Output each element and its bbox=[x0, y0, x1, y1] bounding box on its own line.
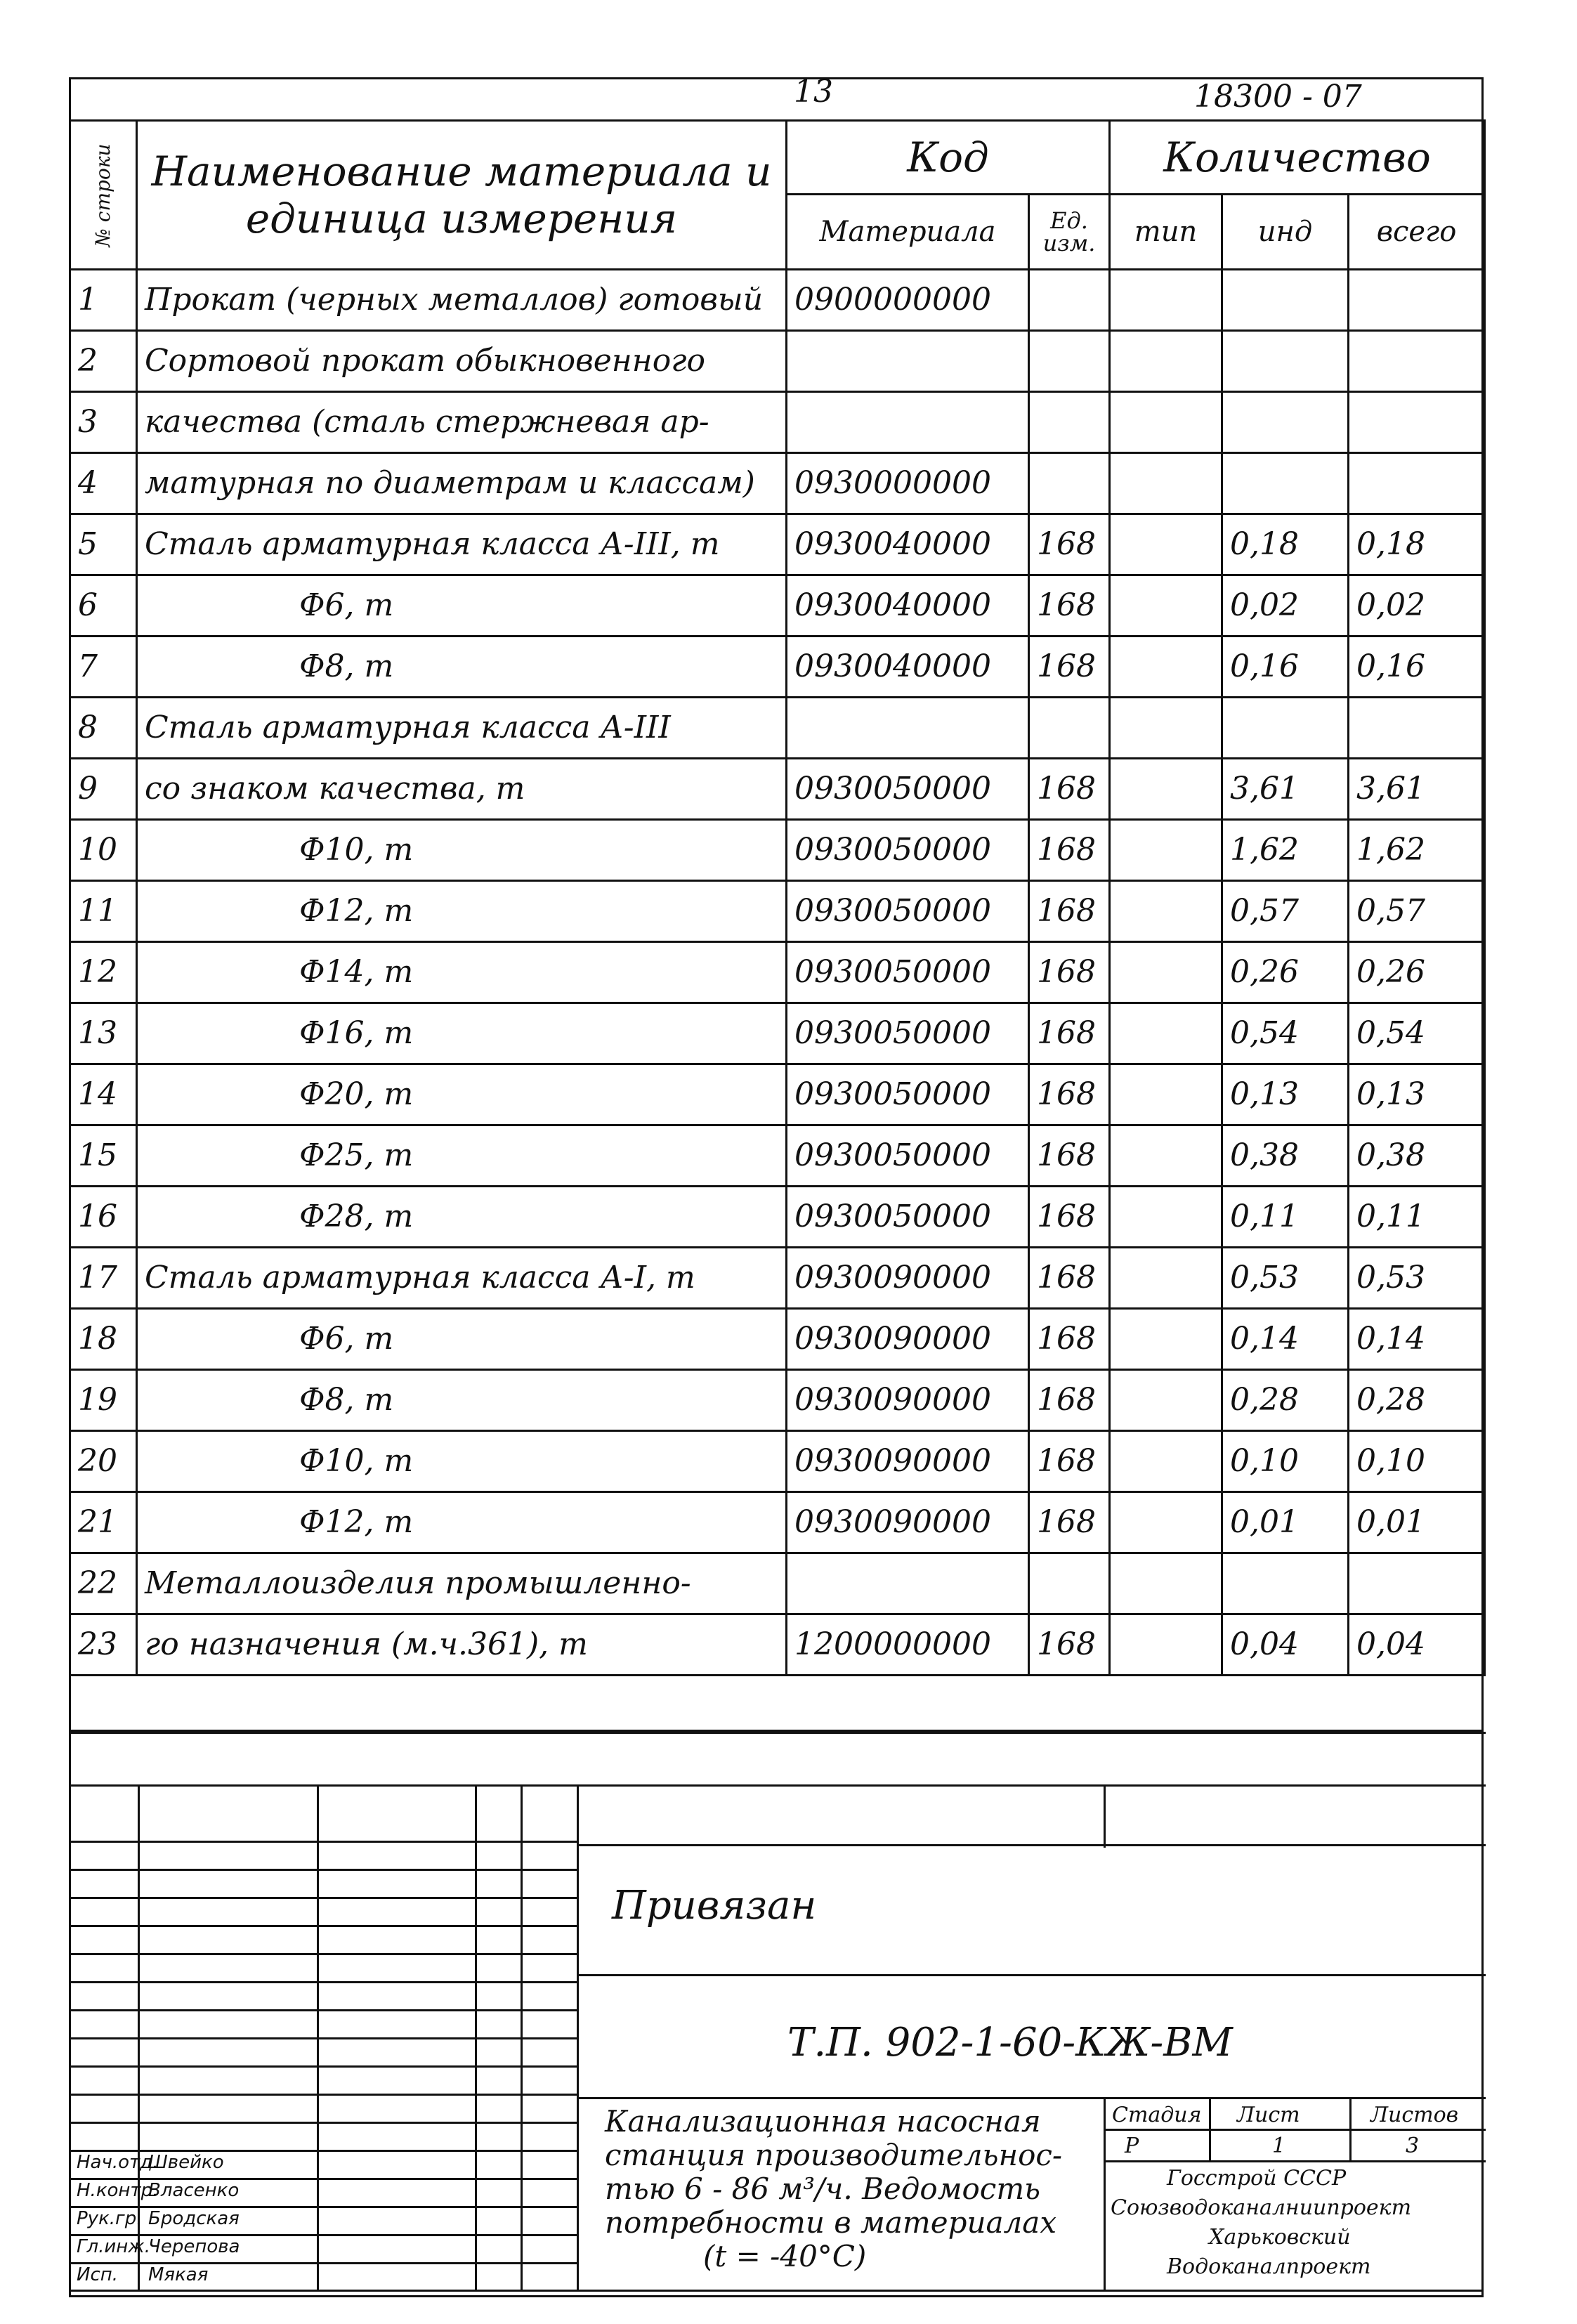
signer-name: Власенко bbox=[148, 2180, 240, 2201]
qty-total: 1,62 bbox=[1349, 820, 1485, 881]
unit-code bbox=[1029, 453, 1110, 514]
row-number: 22 bbox=[70, 1553, 137, 1614]
title-line-2: станция производительнос- bbox=[605, 2138, 1063, 2172]
table-row bbox=[70, 1553, 1485, 1614]
materials-table bbox=[69, 119, 1486, 1676]
qty-ind: 0,02 bbox=[1222, 575, 1349, 637]
table-row bbox=[70, 514, 1485, 575]
sheet-value: 1 bbox=[1272, 2134, 1286, 2158]
col-name-header: Наименование материала и единица измерения bbox=[137, 121, 787, 270]
qty-ind: 0,01 bbox=[1222, 1492, 1349, 1553]
table-row bbox=[70, 331, 1485, 392]
unit-code bbox=[1029, 698, 1110, 759]
qty-total: 0,26 bbox=[1349, 942, 1485, 1003]
material-code bbox=[787, 1553, 1029, 1614]
material-name: Сталь арматурная класса А-III, т bbox=[137, 514, 787, 575]
material-code: 0930050000 bbox=[787, 942, 1029, 1003]
qty-ind bbox=[1222, 698, 1349, 759]
material-code: 0930050000 bbox=[787, 881, 1029, 942]
qty-typ bbox=[1110, 1003, 1222, 1064]
row-number: 14 bbox=[70, 1064, 137, 1125]
qty-ind bbox=[1222, 331, 1349, 392]
row-number: 2 bbox=[70, 331, 137, 392]
material-name: Ф12, т bbox=[137, 881, 787, 942]
row-number: 15 bbox=[70, 1125, 137, 1187]
qty-ind: 0,28 bbox=[1222, 1370, 1349, 1431]
qty-total: 0,53 bbox=[1349, 1248, 1485, 1309]
qty-ind: 0,14 bbox=[1222, 1309, 1349, 1370]
sheets-value: 3 bbox=[1406, 2134, 1420, 2158]
material-code: 0930000000 bbox=[787, 453, 1029, 514]
table-row bbox=[70, 1614, 1485, 1676]
qty-ind bbox=[1222, 392, 1349, 453]
qty-typ bbox=[1110, 1614, 1222, 1676]
qty-total bbox=[1349, 331, 1485, 392]
row-number: 5 bbox=[70, 514, 137, 575]
unit-code: 168 bbox=[1029, 820, 1110, 881]
material-code: 0930050000 bbox=[787, 1064, 1029, 1125]
qty-total bbox=[1349, 453, 1485, 514]
unit-code: 168 bbox=[1029, 1370, 1110, 1431]
material-code: 0930040000 bbox=[787, 637, 1029, 698]
qty-total: 0,16 bbox=[1349, 637, 1485, 698]
materials-table-body bbox=[70, 270, 1485, 1676]
row-number: 7 bbox=[70, 637, 137, 698]
material-name: Ф10, т bbox=[137, 1431, 787, 1492]
qty-total: 0,28 bbox=[1349, 1370, 1485, 1431]
qty-ind: 1,62 bbox=[1222, 820, 1349, 881]
table-row bbox=[70, 881, 1485, 942]
col-code-header: Код bbox=[787, 121, 1110, 195]
title-line-3: тью 6 - 86 м³/ч. Ведомость bbox=[605, 2172, 1041, 2206]
unit-code: 168 bbox=[1029, 1064, 1110, 1125]
qty-total: 0,13 bbox=[1349, 1064, 1485, 1125]
qty-typ bbox=[1110, 1309, 1222, 1370]
row-number: 11 bbox=[70, 881, 137, 942]
col-total-header: всего bbox=[1349, 195, 1485, 270]
qty-ind bbox=[1222, 270, 1349, 331]
material-name: Сортовой прокат обыкновенного bbox=[137, 331, 787, 392]
qty-typ bbox=[1110, 270, 1222, 331]
qty-typ bbox=[1110, 392, 1222, 453]
table-row bbox=[70, 1370, 1485, 1431]
material-name: Ф14, т bbox=[137, 942, 787, 1003]
table-row bbox=[70, 1431, 1485, 1492]
material-code: 0900000000 bbox=[787, 270, 1029, 331]
table-row bbox=[70, 1309, 1485, 1370]
qty-ind: 0,10 bbox=[1222, 1431, 1349, 1492]
material-code bbox=[787, 698, 1029, 759]
material-name: со знаком качества, т bbox=[137, 759, 787, 820]
qty-total: 0,54 bbox=[1349, 1003, 1485, 1064]
qty-ind: 0,26 bbox=[1222, 942, 1349, 1003]
unit-code: 168 bbox=[1029, 1003, 1110, 1064]
col-material-code-header: Материала bbox=[787, 195, 1029, 270]
qty-total bbox=[1349, 392, 1485, 453]
signer-role: Рук.гр. bbox=[77, 2208, 143, 2229]
row-number: 20 bbox=[70, 1431, 137, 1492]
tied-label: Привязан bbox=[612, 1883, 817, 1928]
material-name: Ф6, т bbox=[137, 575, 787, 637]
row-number: 13 bbox=[70, 1003, 137, 1064]
qty-typ bbox=[1110, 1370, 1222, 1431]
qty-typ bbox=[1110, 1064, 1222, 1125]
material-code: 0930050000 bbox=[787, 1187, 1029, 1248]
qty-total: 0,10 bbox=[1349, 1431, 1485, 1492]
material-name: Ф12, т bbox=[137, 1492, 787, 1553]
qty-total: 0,57 bbox=[1349, 881, 1485, 942]
material-name: Сталь арматурная класса А-III bbox=[137, 698, 787, 759]
material-code: 0930090000 bbox=[787, 1370, 1029, 1431]
unit-code bbox=[1029, 270, 1110, 331]
row-number: 8 bbox=[70, 698, 137, 759]
table-row bbox=[70, 698, 1485, 759]
row-number: 21 bbox=[70, 1492, 137, 1553]
title-line-1: Канализационная насосная bbox=[605, 2104, 1041, 2139]
material-code bbox=[787, 331, 1029, 392]
qty-typ bbox=[1110, 575, 1222, 637]
table-row bbox=[70, 1064, 1485, 1125]
signer-role: Нач.отд. bbox=[77, 2152, 159, 2173]
org-line-4: Водоканалпроект bbox=[1167, 2254, 1371, 2279]
row-number: 18 bbox=[70, 1309, 137, 1370]
qty-ind: 0,16 bbox=[1222, 637, 1349, 698]
unit-code: 168 bbox=[1029, 1187, 1110, 1248]
material-code: 0930040000 bbox=[787, 514, 1029, 575]
unit-code: 168 bbox=[1029, 1492, 1110, 1553]
stage-value: Р bbox=[1125, 2134, 1139, 2158]
unit-code: 168 bbox=[1029, 1431, 1110, 1492]
material-name: Ф8, т bbox=[137, 637, 787, 698]
material-name: Сталь арматурная класса А-I, т bbox=[137, 1248, 787, 1309]
material-name: Ф16, т bbox=[137, 1003, 787, 1064]
table-row bbox=[70, 575, 1485, 637]
signer-name: Швейко bbox=[148, 2152, 224, 2173]
material-code: 1200000000 bbox=[787, 1614, 1029, 1676]
unit-code: 168 bbox=[1029, 942, 1110, 1003]
material-name: качества (сталь стержневая ар- bbox=[137, 392, 787, 453]
qty-typ bbox=[1110, 1125, 1222, 1187]
row-number: 16 bbox=[70, 1187, 137, 1248]
qty-ind: 0,04 bbox=[1222, 1614, 1349, 1676]
qty-total: 0,11 bbox=[1349, 1187, 1485, 1248]
table-row bbox=[70, 1125, 1485, 1187]
unit-code: 168 bbox=[1029, 1614, 1110, 1676]
table-row bbox=[70, 392, 1485, 453]
row-number: 10 bbox=[70, 820, 137, 881]
page-number: 13 bbox=[794, 74, 833, 110]
table-row bbox=[70, 453, 1485, 514]
qty-total: 0,02 bbox=[1349, 575, 1485, 637]
qty-total: 3,61 bbox=[1349, 759, 1485, 820]
qty-typ bbox=[1110, 1431, 1222, 1492]
doc-code: 18300 - 07 bbox=[1194, 79, 1362, 115]
material-code bbox=[787, 392, 1029, 453]
qty-typ bbox=[1110, 1187, 1222, 1248]
col-typ-header: тип bbox=[1110, 195, 1222, 270]
qty-ind: 0,53 bbox=[1222, 1248, 1349, 1309]
qty-ind: 3,61 bbox=[1222, 759, 1349, 820]
material-code: 0930090000 bbox=[787, 1431, 1029, 1492]
qty-typ bbox=[1110, 881, 1222, 942]
material-code: 0930040000 bbox=[787, 575, 1029, 637]
table-row bbox=[70, 942, 1485, 1003]
unit-code bbox=[1029, 331, 1110, 392]
table-row bbox=[70, 759, 1485, 820]
col-ind-header: инд bbox=[1222, 195, 1349, 270]
signer-name: Бродская bbox=[148, 2208, 240, 2229]
material-name: Прокат (черных металлов) готовый bbox=[137, 270, 787, 331]
material-code: 0930050000 bbox=[787, 1125, 1029, 1187]
qty-total bbox=[1349, 270, 1485, 331]
qty-ind: 0,54 bbox=[1222, 1003, 1349, 1064]
unit-code: 168 bbox=[1029, 514, 1110, 575]
material-name: Ф25, т bbox=[137, 1125, 787, 1187]
unit-code: 168 bbox=[1029, 637, 1110, 698]
qty-typ bbox=[1110, 759, 1222, 820]
table-row bbox=[70, 1248, 1485, 1309]
qty-typ bbox=[1110, 1492, 1222, 1553]
row-number: 1 bbox=[70, 270, 137, 331]
row-number: 9 bbox=[70, 759, 137, 820]
org-line-1: Госстрой СССР bbox=[1167, 2166, 1347, 2191]
title-line-5: (t = -40°С) bbox=[703, 2239, 867, 2273]
qty-typ bbox=[1110, 820, 1222, 881]
material-name: матурная по диаметрам и классам) bbox=[137, 453, 787, 514]
sheet-label: Лист bbox=[1237, 2103, 1300, 2127]
qty-total: 0,01 bbox=[1349, 1492, 1485, 1553]
material-code: 0930090000 bbox=[787, 1309, 1029, 1370]
row-number: 23 bbox=[70, 1614, 137, 1676]
qty-ind: 0,11 bbox=[1222, 1187, 1349, 1248]
unit-code: 168 bbox=[1029, 1125, 1110, 1187]
material-code: 0930050000 bbox=[787, 820, 1029, 881]
unit-code: 168 bbox=[1029, 759, 1110, 820]
table-row bbox=[70, 1003, 1485, 1064]
unit-code: 168 bbox=[1029, 881, 1110, 942]
signer-name: Мякая bbox=[148, 2264, 209, 2285]
unit-code: 168 bbox=[1029, 1309, 1110, 1370]
org-line-3: Харьковский bbox=[1209, 2225, 1351, 2250]
row-number: 6 bbox=[70, 575, 137, 637]
material-name: Ф28, т bbox=[137, 1187, 787, 1248]
col-unit-header: Ед. изм. bbox=[1029, 195, 1110, 270]
table-row bbox=[70, 1187, 1485, 1248]
qty-ind: 0,57 bbox=[1222, 881, 1349, 942]
qty-total: 0,38 bbox=[1349, 1125, 1485, 1187]
row-number: 12 bbox=[70, 942, 137, 1003]
unit-code bbox=[1029, 1553, 1110, 1614]
title-block bbox=[69, 1730, 1484, 2292]
qty-typ bbox=[1110, 942, 1222, 1003]
signer-name: Черепова bbox=[148, 2236, 240, 2257]
material-name: Ф10, т bbox=[137, 820, 787, 881]
qty-total bbox=[1349, 698, 1485, 759]
unit-code: 168 bbox=[1029, 1248, 1110, 1309]
row-number: 19 bbox=[70, 1370, 137, 1431]
qty-typ bbox=[1110, 514, 1222, 575]
title-line-4: потребности в материалах bbox=[605, 2205, 1057, 2240]
signer-role: Гл.инж. bbox=[77, 2236, 150, 2257]
qty-total bbox=[1349, 1553, 1485, 1614]
table-row bbox=[70, 270, 1485, 331]
qty-ind bbox=[1222, 1553, 1349, 1614]
row-number: 4 bbox=[70, 453, 137, 514]
qty-typ bbox=[1110, 331, 1222, 392]
material-code: 0930090000 bbox=[787, 1492, 1029, 1553]
qty-typ bbox=[1110, 637, 1222, 698]
sheets-label: Листов bbox=[1370, 2103, 1459, 2127]
material-name: Металлоизделия промышленно- bbox=[137, 1553, 787, 1614]
row-number: 3 bbox=[70, 392, 137, 453]
material-code: 0930090000 bbox=[787, 1248, 1029, 1309]
material-name: го назначения (м.ч.361), т bbox=[137, 1614, 787, 1676]
row-number: 17 bbox=[70, 1248, 137, 1309]
material-name: Ф6, т bbox=[137, 1309, 787, 1370]
table-row bbox=[70, 1492, 1485, 1553]
qty-typ bbox=[1110, 1553, 1222, 1614]
material-name: Ф8, т bbox=[137, 1370, 787, 1431]
unit-code bbox=[1029, 392, 1110, 453]
stage-label: Стадия bbox=[1112, 2103, 1202, 2127]
signer-role: Исп. bbox=[77, 2264, 119, 2285]
qty-total: 0,18 bbox=[1349, 514, 1485, 575]
col-quantity-header: Количество bbox=[1110, 121, 1485, 195]
table-row bbox=[70, 820, 1485, 881]
qty-ind bbox=[1222, 453, 1349, 514]
material-code: 0930050000 bbox=[787, 1003, 1029, 1064]
unit-code: 168 bbox=[1029, 575, 1110, 637]
qty-total: 0,14 bbox=[1349, 1309, 1485, 1370]
org-line-2: Союзводоканалниипроект bbox=[1111, 2195, 1412, 2220]
qty-ind: 0,38 bbox=[1222, 1125, 1349, 1187]
col-row-no-header: № строки bbox=[70, 121, 137, 270]
qty-ind: 0,18 bbox=[1222, 514, 1349, 575]
material-name: Ф20, т bbox=[137, 1064, 787, 1125]
table-row bbox=[70, 637, 1485, 698]
material-code: 0930050000 bbox=[787, 759, 1029, 820]
signer-role: Н.контр. bbox=[77, 2180, 159, 2201]
qty-typ bbox=[1110, 453, 1222, 514]
qty-typ bbox=[1110, 1248, 1222, 1309]
qty-ind: 0,13 bbox=[1222, 1064, 1349, 1125]
qty-typ bbox=[1110, 698, 1222, 759]
qty-total: 0,04 bbox=[1349, 1614, 1485, 1676]
project-code: Т.П. 902-1-60-КЖ-ВМ bbox=[787, 2020, 1233, 2065]
